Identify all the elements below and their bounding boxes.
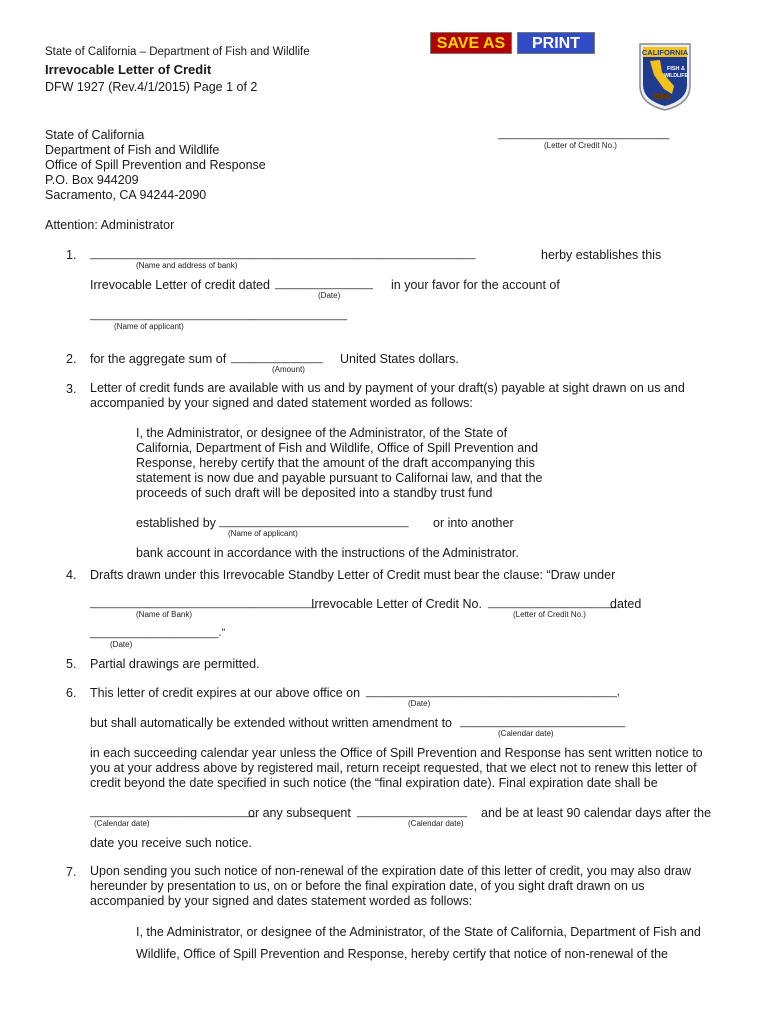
item-number: 5.: [66, 657, 77, 671]
department-seal: [638, 42, 692, 112]
item-text: Drafts drawn under this Irrevocable Standby Letter of Credit must bear the clause: “Draw under: [90, 568, 616, 582]
field-caption: (Letter of Credit No.): [544, 141, 617, 150]
item-text: dated: [610, 597, 642, 611]
certification-quote: I, the Administrator, or designee of the Administrator, of the State of California, Department of Fish and Wildlife, Office of Spill Prevention and Response, hereby certify that the amount of the draft accompanying this statement is now due and payable pursuant to Californai law, and that the proceeds of such draft will be deposited into a standby trust fund: [136, 426, 543, 500]
item-text: Irrevocable Letter of credit dated: [90, 278, 270, 292]
item-number: 2.: [66, 352, 77, 366]
address-line: Sacramento, CA 94244-2090: [45, 188, 207, 202]
letter-of-credit-no-field[interactable]: ____________________________: [498, 128, 670, 140]
certification-quote: Wildlife, Office of Spill Prevention and Response, hereby certify that notice of non-renewal of the: [136, 947, 669, 961]
attention-line: Attention: Administrator: [45, 218, 175, 232]
item-number: 6.: [66, 686, 77, 700]
date-field[interactable]: _____________________.”: [90, 627, 226, 639]
bank-name-field[interactable]: _____________________________________: [90, 597, 317, 609]
item-text: or any subsequent: [248, 806, 351, 820]
item-text: United States dollars.: [340, 352, 459, 366]
item-text: This letter of credit expires at our above office on: [90, 686, 361, 700]
calendar-date-field[interactable]: ___________________________: [460, 716, 626, 728]
item-number: 3.: [66, 382, 77, 396]
field-caption: (Name of Bank): [136, 610, 193, 619]
item-text: in your favor for the account of: [391, 278, 560, 292]
form-title: Irrevocable Letter of Credit: [45, 62, 212, 77]
certification-quote: I, the Administrator, or designee of the Administrator, of the State of California, Department of Fish and: [136, 925, 701, 939]
field-caption: (Name of applicant): [114, 322, 184, 331]
address-line: Department of Fish and Wildlife: [45, 143, 220, 157]
field-caption: (Date): [408, 699, 431, 708]
item-text: Upon sending you such notice of non-renewal of the expiration date of this letter of credit, you may also draw hereunder by presentation to us, on or before the final expiration date, of you sight draft drawn on us accompanied by your signed and dates statement worded as follows:: [90, 864, 692, 908]
item-text: and be at least 90 calendar days after the: [481, 806, 712, 820]
item-text: for the aggregate sum of: [90, 352, 227, 366]
seal-icon: [638, 42, 692, 112]
field-caption: (Amount): [272, 365, 305, 374]
field-caption: (Date): [110, 640, 133, 649]
bank-name-field[interactable]: _______________________________________________________________: [90, 248, 476, 260]
form-id: DFW 1927 (Rev.4/1/2015) Page 1 of 2: [45, 80, 258, 94]
svg-text:FISH &: FISH &: [666, 66, 686, 72]
item-number: 4.: [66, 568, 77, 582]
item-text: Irrevocable Letter of Credit No.: [311, 597, 482, 611]
field-caption: (Calendar date): [498, 729, 554, 738]
item-text: but shall automatically be extended without written amendment to: [90, 716, 453, 730]
field-caption: (Calendar date): [408, 819, 464, 828]
letter-of-credit-no-field[interactable]: _____________________: [488, 597, 617, 609]
address-line: State of California: [45, 128, 145, 142]
field-caption: (Calendar date): [94, 819, 150, 828]
item-text: bank account in accordance with the instructions of the Administrator.: [136, 546, 519, 560]
print-button[interactable]: PRINT: [517, 32, 595, 54]
expiry-date-field[interactable]: _________________________________________,: [366, 686, 620, 698]
item-text: in each succeeding calendar year unless the Office of Spill Prevention and Response has sent written notice to you at your address above by registered mail, return receipt requested, that we elect not to renew this letter of credit beyond the date specified in such notice (the “final expiration date). Final expiration date shall be: [90, 746, 703, 790]
item-text: or into another: [433, 516, 514, 530]
field-caption: (Letter of Credit No.): [513, 610, 586, 619]
item-text: date you receive such notice.: [90, 836, 252, 850]
item-number: 1.: [66, 248, 77, 262]
amount-field[interactable]: _______________: [231, 352, 323, 364]
item-number: 7.: [66, 865, 77, 879]
calendar-date-field[interactable]: __________________: [357, 806, 468, 818]
address-line: Office of Spill Prevention and Response: [45, 158, 266, 172]
calendar-date-field[interactable]: ___________________________: [90, 806, 256, 818]
item-text: established by: [136, 516, 216, 530]
save-as-button[interactable]: SAVE AS: [430, 32, 512, 54]
applicant-name-field[interactable]: __________________________________________: [90, 309, 347, 321]
svg-text:WILDLIFE: WILDLIFE: [664, 73, 688, 79]
agency-line: State of California – Department of Fish and Wildlife: [45, 46, 310, 58]
address-line: P.O. Box 944209: [45, 173, 139, 187]
item-text: Letter of credit funds are available with us and by payment of your draft(s) payable at sight drawn on us and accompanied by your signed and dated statement worded as follows:: [90, 381, 685, 410]
item-text: Partial drawings are permitted.: [90, 657, 260, 671]
applicant-name-field[interactable]: _______________________________: [219, 516, 409, 528]
field-caption: (Name of applicant): [228, 529, 298, 538]
item-text: herby establishes this: [541, 248, 662, 262]
date-field[interactable]: ________________: [275, 278, 373, 290]
field-caption: (Date): [318, 291, 341, 300]
svg-text:CALIFORNIA: CALIFORNIA: [641, 48, 689, 57]
field-caption: (Name and address of bank): [136, 261, 238, 270]
